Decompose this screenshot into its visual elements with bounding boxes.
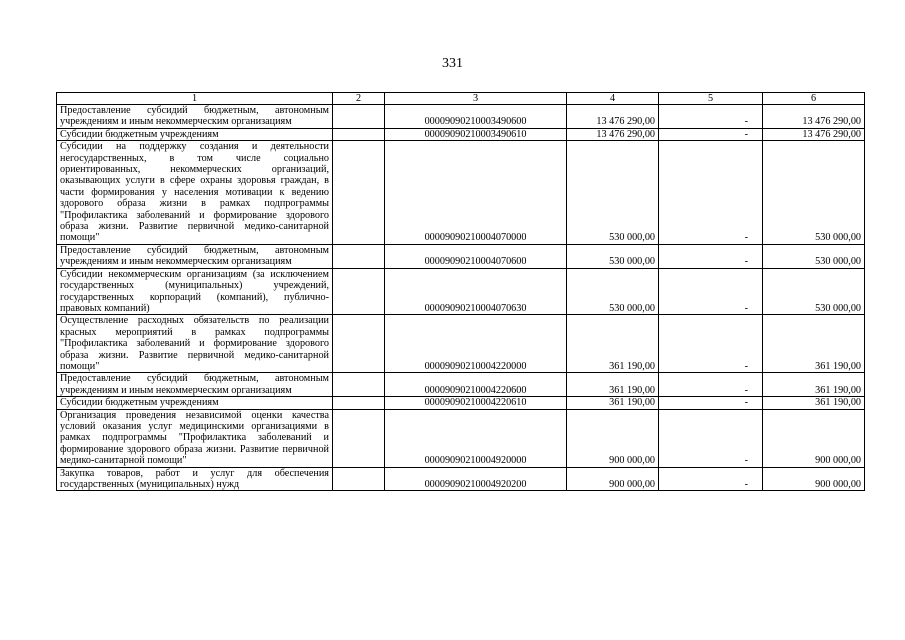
table-row	[57, 397, 865, 409]
row-col5-cell: -	[659, 373, 763, 397]
row-col2-cell	[333, 128, 385, 140]
row-code-cell: 00009090210004220600	[385, 373, 567, 397]
row-col6-cell: 530 000,00	[763, 141, 865, 245]
row-col4-cell: 361 190,00	[567, 315, 659, 373]
row-code-cell: 00009090210004070000	[385, 141, 567, 245]
row-col5-cell: -	[659, 128, 763, 140]
row-col4-cell: 900 000,00	[567, 467, 659, 491]
page-number: 331	[442, 56, 463, 71]
row-col4-cell: 13 476 290,00	[567, 105, 659, 129]
row-col5-cell: -	[659, 397, 763, 409]
row-col6-cell: 361 190,00	[763, 397, 865, 409]
row-col6-cell: 530 000,00	[763, 244, 865, 268]
row-name-cell: Закупка товаров, работ и услуг для обеспечения государственных (муниципальных) нужд	[57, 467, 333, 491]
table-row	[57, 128, 865, 140]
row-name-cell: Субсидии бюджетным учреждениям	[57, 128, 333, 140]
row-code-cell: 00009090210003490610	[385, 128, 567, 140]
row-col4-cell: 900 000,00	[567, 409, 659, 467]
row-col2-cell	[333, 467, 385, 491]
row-code-cell: 00009090210003490600	[385, 105, 567, 129]
table-row	[57, 467, 865, 491]
row-name-cell: Субсидии бюджетным учреждениям	[57, 397, 333, 409]
column-header-2: 2	[333, 93, 385, 105]
column-header-5: 5	[659, 93, 763, 105]
table-row	[57, 141, 865, 245]
row-col5-cell: -	[659, 244, 763, 268]
row-col6-cell: 13 476 290,00	[763, 105, 865, 129]
row-code-cell: 00009090210004070600	[385, 244, 567, 268]
row-col6-cell: 361 190,00	[763, 315, 865, 373]
row-col4-cell: 530 000,00	[567, 141, 659, 245]
row-col6-cell: 900 000,00	[763, 467, 865, 491]
row-name-cell: Субсидии на поддержку создания и деятельности негосударственных, в том числе социально ориентированных, некоммерческих организаций, оказывающих услуги в сфере охраны здоровья граждан, в части формирования у населения мотивации к ведению здорового образа жизни в рамках подпрограммы "Профилактика заболеваний и формирование здорового образа жизни. Развитие первичной медико-санитарной помощи"	[57, 141, 333, 245]
row-code-cell: 00009090210004920200	[385, 467, 567, 491]
row-col2-cell	[333, 268, 385, 315]
row-col6-cell: 361 190,00	[763, 373, 865, 397]
row-col4-cell: 530 000,00	[567, 268, 659, 315]
row-code-cell: 00009090210004220000	[385, 315, 567, 373]
table-row	[57, 105, 865, 129]
row-col5-cell: -	[659, 141, 763, 245]
column-header-4: 4	[567, 93, 659, 105]
table-header-row	[57, 93, 865, 105]
row-col4-cell: 361 190,00	[567, 373, 659, 397]
row-code-cell: 00009090210004070630	[385, 268, 567, 315]
table-row	[57, 268, 865, 315]
budget-table	[56, 92, 865, 491]
table-row	[57, 315, 865, 373]
row-col2-cell	[333, 409, 385, 467]
row-name-cell: Предоставление субсидий бюджетным, автономным учреждениям и иным некоммерческим организациям	[57, 105, 333, 129]
table-row	[57, 373, 865, 397]
row-col2-cell	[333, 315, 385, 373]
row-col5-cell: -	[659, 315, 763, 373]
row-col2-cell	[333, 105, 385, 129]
column-header-3: 3	[385, 93, 567, 105]
table-row	[57, 409, 865, 467]
row-col6-cell: 530 000,00	[763, 268, 865, 315]
row-col5-cell: -	[659, 467, 763, 491]
row-col6-cell: 13 476 290,00	[763, 128, 865, 140]
row-name-cell: Организация проведения независимой оценки качества условий оказания услуг медицинскими организациями в рамках подпрограммы "Профилактика заболеваний и формирование здорового образа жизни. Развитие первичной медико-санитарной помощи"	[57, 409, 333, 467]
row-name-cell: Предоставление субсидий бюджетным, автономным учреждениям и иным некоммерческим организациям	[57, 373, 333, 397]
row-col4-cell: 361 190,00	[567, 397, 659, 409]
row-col5-cell: -	[659, 409, 763, 467]
row-col2-cell	[333, 244, 385, 268]
row-name-cell: Субсидии некоммерческим организациям (за исключением государственных (муниципальных) учреждений, государственных корпораций (компаний), публично-правовых компаний)	[57, 268, 333, 315]
row-name-cell: Предоставление субсидий бюджетным, автономным учреждениям и иным некоммерческим организациям	[57, 244, 333, 268]
row-code-cell: 00009090210004220610	[385, 397, 567, 409]
row-col2-cell	[333, 397, 385, 409]
row-col2-cell	[333, 141, 385, 245]
row-col6-cell: 900 000,00	[763, 409, 865, 467]
row-col5-cell: -	[659, 105, 763, 129]
row-name-cell: Осуществление расходных обязательств по реализации красных мероприятий в рамках подпрограммы "Профилактика заболеваний и формирование здорового образа жизни. Развитие первичной медико-санитарной помощи"	[57, 315, 333, 373]
row-col4-cell: 13 476 290,00	[567, 128, 659, 140]
table-row	[57, 244, 865, 268]
row-col2-cell	[333, 373, 385, 397]
row-col5-cell: -	[659, 268, 763, 315]
column-header-1: 1	[57, 93, 333, 105]
column-header-6: 6	[763, 93, 865, 105]
row-col4-cell: 530 000,00	[567, 244, 659, 268]
row-code-cell: 00009090210004920000	[385, 409, 567, 467]
